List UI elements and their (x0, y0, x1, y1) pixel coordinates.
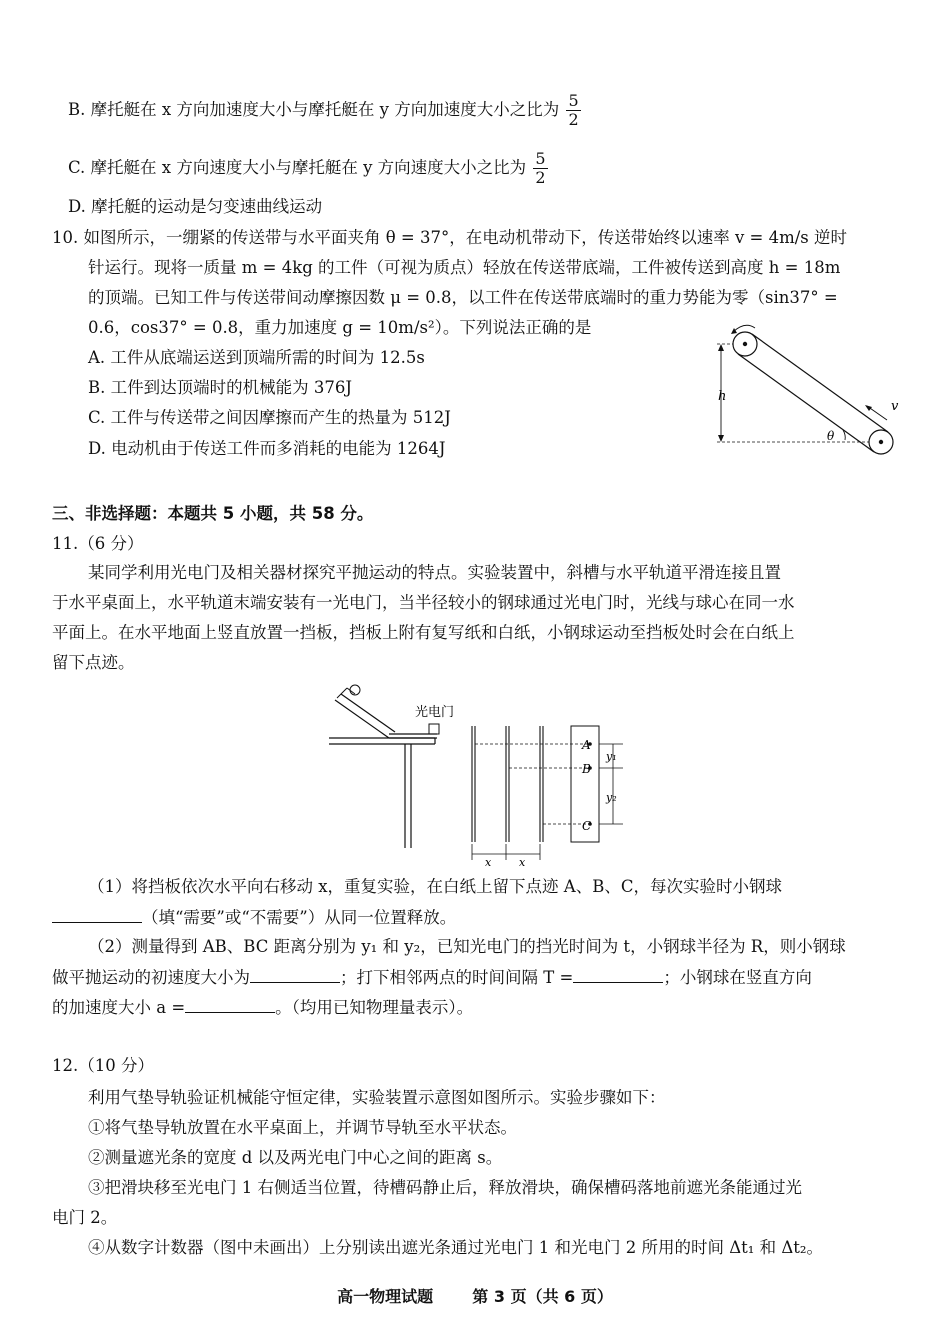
belt-upper (752, 334, 888, 432)
q11-sub2-text-e: 。（均用已知物理量表示）。 (275, 998, 474, 1017)
q12-step-3-line1: ③把滑块移至光电门 1 右侧适当位置，待槽码静止后，释放滑块，确保槽码落地前遮光条能通过光 (88, 1178, 802, 1197)
q11-sub2-text-a: 做平抛运动的初速度大小为 (52, 968, 250, 987)
q9-option-b (68, 92, 581, 129)
q10-stem-line2: 针运行。现将一质量 m = 4kg 的工件（可视为质点）轻放在传送带底端，工件被传送到高度 h = 18m (88, 258, 841, 277)
q10-stem-line3: 的顶端。已知工件与传送带间动摩擦因数 μ = 0.8，以工件在传送带底端时的重力势能为零（sin37° = (88, 288, 838, 307)
rotation-arrow (733, 325, 755, 332)
q9-option-b-text: B. 摩托艇在 x 方向加速度大小与摩托艇在 y 方向加速度大小之比为 (68, 100, 560, 119)
projectile-apparatus-figure (325, 680, 625, 870)
belt-lower (738, 354, 874, 452)
label-x2: x (519, 856, 526, 869)
page-footer (0, 1284, 950, 1307)
q12-step-2: ②测量遮光条的宽度 d 以及两光电门中心之间的距离 s。 (88, 1148, 503, 1167)
footer-page-number: 第 3 页（共 6 页） (472, 1287, 613, 1306)
q11-sub1-line1: （1）将挡板依次水平向右移动 x，重复实验，在白纸上留下点迹 A、B、C，每次实验时小钢球 (88, 877, 782, 896)
label-c: C (582, 819, 592, 833)
q11-sub2-line2 (52, 966, 812, 989)
q11-sub2-line1: （2）测量得到 AB、BC 距离分别为 y₁ 和 y₂，已知光电门的挡光时间为 t，小钢球半径为 R，则小钢球 (88, 937, 846, 956)
q10-option-a: A. 工件从底端运送到顶端所需的时间为 12.5s (88, 348, 425, 367)
q11-sub2-line3 (52, 996, 473, 1019)
answer-blank[interactable] (52, 906, 142, 923)
label-y2: y₂ (606, 791, 617, 804)
label-y1: y₁ (606, 750, 617, 763)
q10-stem-line4: 0.6，cos37° = 0.8，重力加速度 g = 10m/s²）。下列说法正确的是 (88, 318, 592, 337)
photogate (429, 724, 439, 734)
answer-blank[interactable] (185, 996, 275, 1013)
fraction (533, 150, 547, 187)
q11-paragraph-line4: 留下点迹。 (52, 653, 135, 672)
q11-sub1-text: （填“需要”或“不需要”）从同一位置释放。 (142, 908, 457, 927)
q11-sub1-line2 (52, 906, 456, 929)
q9-option-c (68, 150, 548, 187)
q12-paragraph: 利用气垫导轨验证机械能守恒定律，实验装置示意图如图所示。实验步骤如下： (88, 1088, 666, 1107)
q9-option-d: D. 摩托艇的运动是匀变速曲线运动 (68, 197, 323, 216)
label-x1: x (485, 856, 492, 869)
q10-stem-line1: 10. 如图所示，一绷紧的传送带与水平面夹角 θ = 37°，在电动机带动下，传送带始终以速率 v = 4m/s 逆时 (52, 228, 848, 247)
q10-option-b: B. 工件到达顶端时的机械能为 376J (88, 378, 352, 397)
fraction (566, 92, 580, 129)
section-title: 三、非选择题：本题共 5 小题，共 58 分。 (52, 504, 374, 523)
chute (341, 694, 395, 732)
velocity-label: v (891, 399, 899, 414)
label-b: B (582, 762, 591, 776)
q12-step-3-line2: 电门 2。 (52, 1208, 118, 1227)
fraction-denominator: 2 (568, 110, 579, 129)
photogate-label: 光电门 (415, 705, 455, 720)
q11-sub2-text-c: ；小钢球在竖直方向 (663, 968, 812, 987)
answer-blank[interactable] (573, 966, 663, 983)
q11-heading: 11.（6 分） (52, 534, 144, 553)
q10-option-d: D. 电动机由于传送工件而多消耗的电能为 1264J (88, 439, 446, 458)
label-a: A (582, 738, 591, 752)
height-label: h (718, 389, 727, 404)
q9-option-c-text: C. 摩托艇在 x 方向速度大小与摩托艇在 y 方向速度大小之比为 (68, 158, 527, 177)
q12-step-4: ④从数字计数器（图中未画出）上分别读出遮光条通过光电门 1 和光电门 2 所用的时间 Δt₁ 和 Δt₂。 (88, 1238, 824, 1257)
q11-paragraph-line1: 某同学利用光电门及相关器材探究平抛运动的特点。实验装置中，斜槽与水平轨道平滑连接且置 (88, 563, 781, 582)
fraction-denominator: 2 (535, 168, 546, 187)
angle-label: θ (827, 429, 835, 443)
fraction-numerator: 5 (535, 149, 546, 168)
conveyor-belt-figure (705, 322, 915, 462)
q11-sub2-text-d: 的加速度大小 a = (52, 998, 186, 1017)
q11-paragraph-line3: 平面上。在水平地面上竖直放置一挡板，挡板上附有复写纸和白纸，小钢球运动至挡板处时会在白纸上 (52, 623, 795, 642)
footer-subject: 高一物理试题 (337, 1287, 434, 1306)
q10-option-c: C. 工件与传送带之间因摩擦而产生的热量为 512J (88, 408, 451, 427)
q12-step-1: ①将气垫导轨放置在水平桌面上，并调节导轨至水平状态。 (88, 1118, 517, 1137)
q11-paragraph-line2: 于水平桌面上，水平轨道末端安装有一光电门，当半径较小的钢球通过光电门时，光线与球心在同一水 (52, 593, 795, 612)
answer-blank[interactable] (250, 966, 340, 983)
q12-heading: 12.（10 分） (52, 1056, 154, 1075)
fraction-numerator: 5 (568, 91, 579, 110)
q11-sub2-text-b: ；打下相邻两点的时间间隔 T = (340, 968, 574, 987)
